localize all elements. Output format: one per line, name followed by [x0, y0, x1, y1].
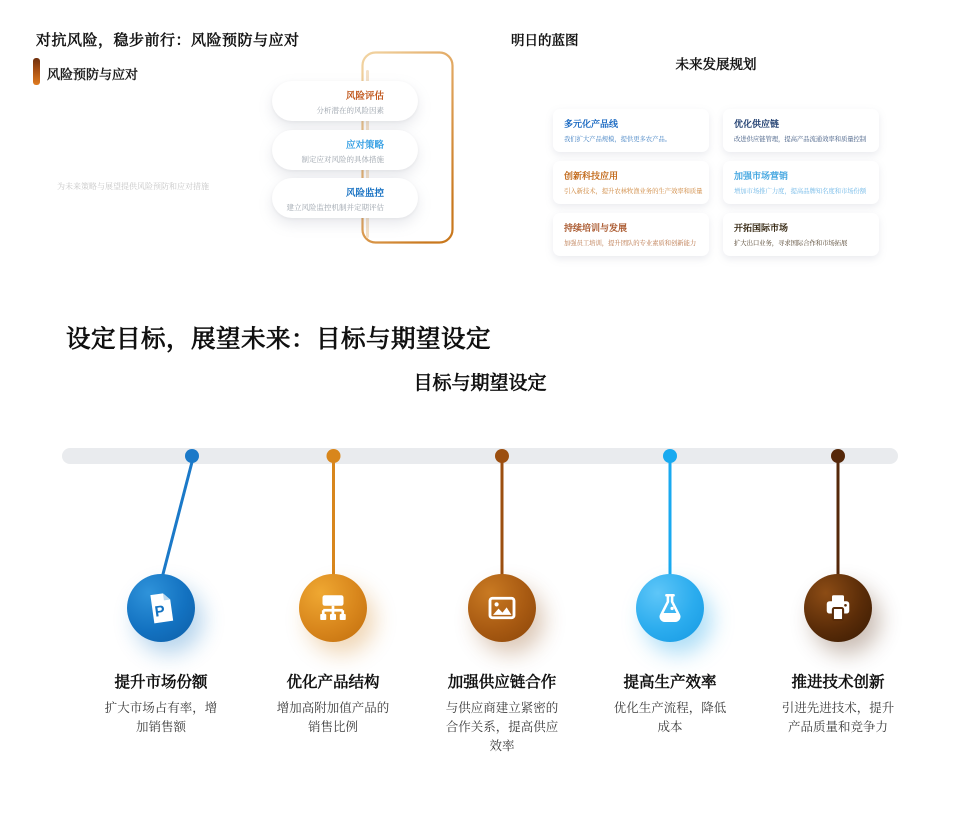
pill-desc: 建立风险监控机制并定期评估	[286, 203, 384, 212]
pill-desc: 制定应对风险的具体措施	[301, 155, 384, 164]
milestone-label	[248, 670, 418, 737]
card-title: 多元化产品线	[564, 119, 619, 129]
card-title: 开拓国际市场	[734, 223, 789, 233]
timeline-dot	[663, 449, 677, 463]
list-item-response-strategy	[272, 130, 418, 170]
future-slide-heading: 未来发展规划	[675, 57, 757, 72]
org-chart-icon	[315, 590, 351, 626]
timeline-dot	[327, 449, 341, 463]
timeline-dot	[495, 449, 509, 463]
printer-icon	[820, 590, 856, 626]
timeline-dot	[185, 449, 199, 463]
milestone-title: 加强供应链合作	[447, 674, 557, 691]
milestone-label	[76, 670, 246, 737]
card-desc: 引入新技术，提升农林牧渔业务的生产效率和质量	[564, 188, 703, 195]
list-item-risk-monitoring	[272, 178, 418, 218]
svg-text:P: P	[153, 602, 167, 621]
goals-slide-heading: 目标与期望设定	[413, 373, 547, 394]
card-diversified-products	[553, 109, 709, 152]
milestone-desc: 与供应商建立紧密的合作关系，提高供应效率	[445, 701, 559, 753]
list-item-risk-assessment	[272, 81, 418, 121]
milestone-bubble	[127, 574, 195, 642]
timeline-dot	[831, 449, 845, 463]
risk-slide-title: 对抗风险，稳步前行：风险预防与应对	[36, 32, 300, 49]
card-desc: 增加市场推广力度，提高品牌知名度和市场份额	[734, 188, 867, 195]
connector-line	[162, 462, 192, 578]
milestone-title: 提高生产效率	[623, 674, 717, 691]
milestone-bubble	[299, 574, 367, 642]
milestone-label	[585, 670, 755, 737]
card-title: 创新科技应用	[564, 171, 619, 181]
milestone-title: 优化产品结构	[286, 674, 380, 691]
milestone-desc: 引进先进技术，提升产品质量和竞争力	[781, 701, 895, 734]
milestone-desc: 优化生产流程，降低成本	[613, 701, 727, 734]
accent-bar	[33, 58, 40, 85]
milestone-bubble	[804, 574, 872, 642]
card-title: 持续培训与发展	[564, 223, 628, 233]
card-desc: 扩大出口业务，寻求国际合作和市场拓展	[734, 240, 848, 247]
future-card-grid	[553, 109, 879, 256]
document-p-icon	[142, 589, 180, 627]
milestone-title: 提升市场份额	[114, 674, 208, 691]
pill-title: 应对策略	[345, 140, 384, 151]
card-training	[553, 213, 709, 256]
card-title: 加强市场营销	[734, 171, 789, 181]
card-desc: 改进供应链管理，提高产品流通效率和质量控制	[734, 136, 867, 143]
pill-desc: 分析潜在的风险因素	[316, 106, 384, 115]
risk-slide-heading: 风险预防与应对	[47, 67, 139, 82]
goals-slide-title: 设定目标，展望未来：目标与期望设定	[66, 326, 491, 353]
pill-title: 风险评估	[345, 91, 384, 102]
milestone-desc: 扩大市场占有率，增加销售额	[104, 701, 218, 734]
card-marketing	[723, 161, 879, 204]
risk-side-note: 为未来策略与展望提供风险预防和应对措施	[57, 182, 209, 191]
milestone-desc: 增加高附加值产品的销售比例	[276, 701, 390, 734]
card-optimize-supply-chain	[723, 109, 879, 152]
image-icon	[484, 590, 520, 626]
pill-title: 风险监控	[345, 188, 384, 199]
flask-icon	[652, 590, 688, 626]
card-title: 优化供应链	[734, 119, 780, 129]
card-international-markets	[723, 213, 879, 256]
card-desc: 我们扩大产品规模，提供更多农产品。	[564, 136, 671, 143]
milestone-title: 推进技术创新	[791, 674, 885, 691]
milestone-label	[753, 670, 923, 737]
milestone-bubble	[468, 574, 536, 642]
card-tech-innovation	[553, 161, 709, 204]
future-slide-title: 明日的蓝图	[511, 33, 579, 48]
milestone-bubble	[636, 574, 704, 642]
milestone-label	[417, 670, 587, 755]
card-desc: 加强员工培训，提升团队的专业素质和创新能力	[564, 240, 697, 247]
